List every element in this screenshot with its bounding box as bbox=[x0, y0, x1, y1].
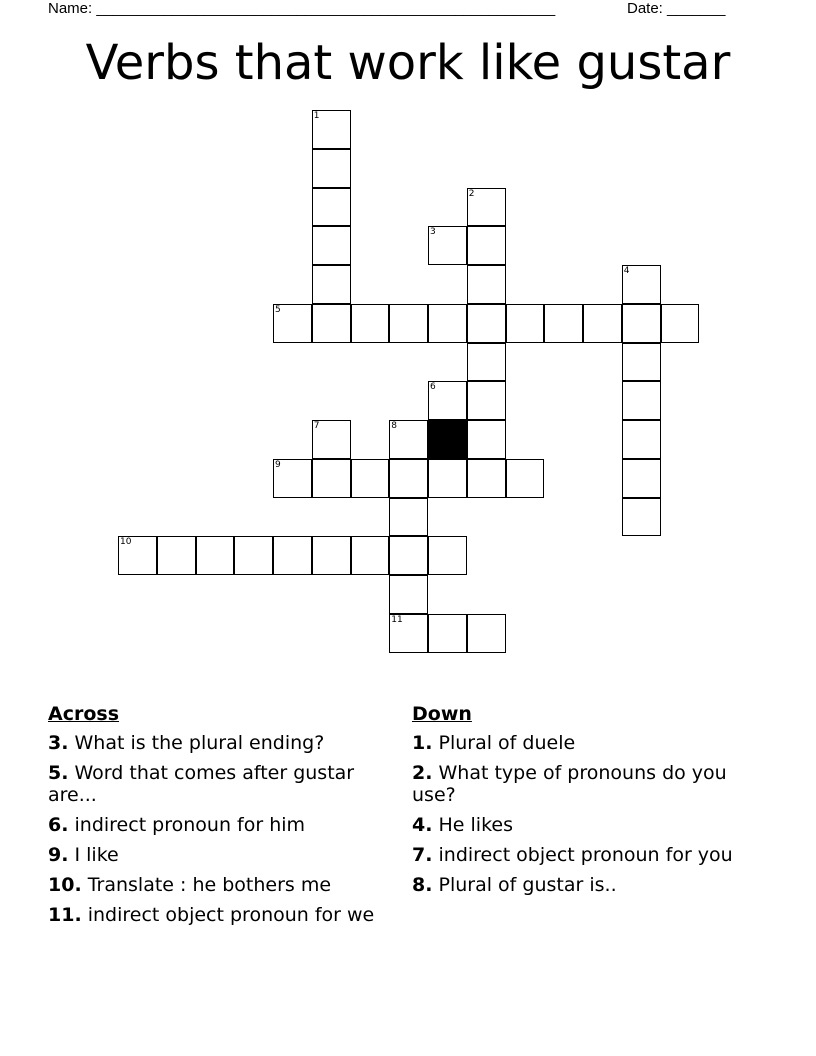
grid-cell[interactable] bbox=[467, 420, 506, 459]
cell-number: 8 bbox=[391, 421, 397, 431]
grid-cell[interactable] bbox=[467, 381, 506, 420]
clue-item bbox=[48, 844, 393, 866]
grid-cell[interactable] bbox=[312, 188, 351, 227]
clue-number: 6. bbox=[48, 814, 69, 836]
grid-cell[interactable] bbox=[661, 304, 700, 343]
grid-cell[interactable] bbox=[506, 304, 545, 343]
clue-item bbox=[412, 814, 757, 836]
grid-cell[interactable] bbox=[467, 265, 506, 304]
grid-cell[interactable] bbox=[312, 536, 351, 575]
grid-cell[interactable] bbox=[428, 536, 467, 575]
grid-cell[interactable] bbox=[622, 459, 661, 498]
date-field-label: Date: _______ bbox=[627, 0, 726, 17]
clue-text: indirect object pronoun for we bbox=[87, 904, 375, 926]
grid-cell[interactable] bbox=[583, 304, 622, 343]
grid-cell[interactable] bbox=[389, 575, 428, 614]
clue-number: 3. bbox=[48, 732, 69, 754]
grid-cell[interactable] bbox=[428, 304, 467, 343]
cell-number: 7 bbox=[313, 421, 320, 431]
clue-text: I like bbox=[74, 844, 119, 866]
grid-cell[interactable] bbox=[544, 304, 583, 343]
clue-text: Plural of gustar is.. bbox=[438, 874, 617, 896]
cell-number: 4 bbox=[623, 266, 630, 276]
grid-cell[interactable] bbox=[622, 304, 661, 343]
grid-cell[interactable] bbox=[389, 420, 428, 459]
grid-cell[interactable] bbox=[389, 498, 428, 537]
grid-cell[interactable] bbox=[312, 149, 351, 188]
grid-cell[interactable] bbox=[428, 381, 467, 420]
grid-cell[interactable] bbox=[467, 226, 506, 265]
clue-item bbox=[412, 732, 757, 754]
grid-cell[interactable] bbox=[273, 459, 312, 498]
clue-number: 5. bbox=[48, 762, 69, 784]
grid-cell[interactable] bbox=[312, 304, 351, 343]
clue-text: He likes bbox=[438, 814, 513, 836]
grid-cell[interactable] bbox=[312, 459, 351, 498]
grid-cell[interactable] bbox=[389, 459, 428, 498]
cell-number: 6 bbox=[430, 382, 436, 393]
down-clues bbox=[412, 702, 757, 904]
grid-cell[interactable] bbox=[351, 304, 390, 343]
clue-number: 2. bbox=[412, 762, 433, 784]
cell-number: 11 bbox=[391, 614, 403, 625]
clue-item bbox=[48, 814, 393, 836]
clue-item bbox=[412, 874, 757, 896]
clue-number: 9. bbox=[48, 844, 69, 866]
clue-text: Plural of duele bbox=[438, 732, 576, 754]
grid-cell[interactable] bbox=[428, 226, 467, 265]
clue-text: What type of pronouns do you use? bbox=[412, 762, 727, 806]
cell-number: 5 bbox=[275, 304, 281, 315]
grid-cell[interactable] bbox=[351, 459, 390, 498]
cell-number: 2 bbox=[468, 188, 475, 199]
grid-cell[interactable] bbox=[467, 343, 506, 382]
clue-text: What is the plural ending? bbox=[74, 732, 325, 754]
header bbox=[48, 0, 748, 20]
clue-text: indirect object pronoun for you bbox=[438, 844, 733, 866]
grid-cell[interactable] bbox=[467, 188, 506, 227]
clue-item bbox=[48, 904, 393, 926]
clue-text: Word that comes after gustar are... bbox=[48, 762, 355, 806]
grid-cell[interactable] bbox=[622, 420, 661, 459]
grid-cell[interactable] bbox=[312, 226, 351, 265]
clue-item bbox=[48, 762, 393, 806]
clue-item bbox=[412, 844, 757, 866]
grid-cell[interactable] bbox=[622, 265, 661, 304]
clue-number: 1. bbox=[412, 732, 433, 754]
clue-number: 4. bbox=[412, 814, 433, 836]
grid-cell[interactable] bbox=[389, 304, 428, 343]
black-square bbox=[428, 420, 467, 459]
grid-cell[interactable] bbox=[428, 614, 467, 653]
grid-cell[interactable] bbox=[428, 459, 467, 498]
clue-number: 8. bbox=[412, 874, 433, 896]
grid-cell[interactable] bbox=[118, 536, 157, 575]
clue-item bbox=[412, 762, 757, 806]
clue-text: indirect pronoun for him bbox=[74, 814, 306, 836]
clue-number: 10. bbox=[48, 874, 82, 896]
grid-cell[interactable] bbox=[273, 304, 312, 343]
down-heading: Down bbox=[412, 703, 472, 725]
across-heading: Across bbox=[48, 703, 120, 725]
grid-cell[interactable] bbox=[312, 110, 351, 149]
clue-item bbox=[48, 732, 393, 754]
cell-number: 1 bbox=[313, 111, 320, 121]
grid-cell[interactable] bbox=[234, 536, 273, 575]
grid-cell[interactable] bbox=[389, 614, 428, 653]
name-field-label: Name: _______________________________________________________ bbox=[48, 0, 556, 17]
grid-cell[interactable] bbox=[312, 265, 351, 304]
grid-cell[interactable] bbox=[622, 343, 661, 382]
grid-cell[interactable] bbox=[467, 459, 506, 498]
cell-number: 9 bbox=[275, 459, 281, 470]
grid-cell[interactable] bbox=[157, 536, 196, 575]
page-title: Verbs that work like gustar bbox=[85, 35, 731, 91]
grid-cell[interactable] bbox=[467, 304, 506, 343]
clue-item bbox=[48, 874, 393, 896]
cell-number: 3 bbox=[430, 227, 436, 238]
grid-cell[interactable] bbox=[312, 420, 351, 459]
grid-cell[interactable] bbox=[273, 536, 312, 575]
across-clues bbox=[48, 702, 393, 934]
clue-number: 7. bbox=[412, 844, 433, 866]
grid-cell[interactable] bbox=[622, 381, 661, 420]
grid-cell[interactable] bbox=[351, 536, 390, 575]
grid-cell[interactable] bbox=[622, 498, 661, 537]
grid-cell[interactable] bbox=[506, 459, 545, 498]
clue-text: Translate : he bothers me bbox=[87, 874, 332, 896]
clue-number: 11. bbox=[48, 904, 82, 926]
grid-cell[interactable] bbox=[467, 614, 506, 653]
cell-number: 10 bbox=[120, 537, 132, 548]
grid-cell[interactable] bbox=[389, 536, 428, 575]
grid-cell[interactable] bbox=[196, 536, 235, 575]
